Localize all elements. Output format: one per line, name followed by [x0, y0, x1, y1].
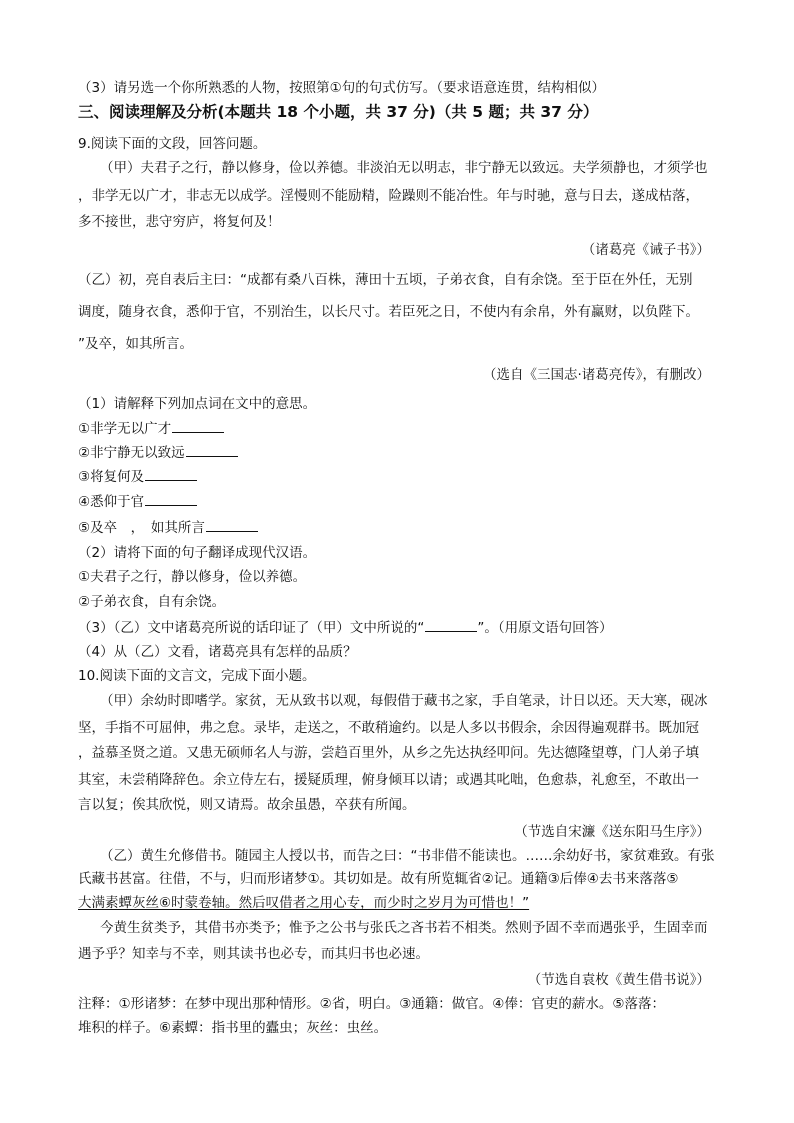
q9-sub1-item: ⑤及卒 ， 如其所言	[78, 517, 258, 538]
passage-jia-line: （甲）余幼时即嗜学。家贫，无从致书以观，每假借于藏书之家，手自笔录，计日以还。天大寒，砚冰	[100, 693, 708, 709]
passage-jia-line: （甲）夫君子之行，静以修身，俭以养德。非淡泊无以明志，非宁静无以致远。夫学须静也，才须学也	[100, 160, 708, 176]
passage-jia-line: 多不接世，悲守穷庐，将复何及！	[78, 214, 281, 230]
answer-blank[interactable]	[145, 466, 197, 481]
q9-sub1-item: ②非宁静无以致远	[78, 442, 238, 463]
passage-yi-line: （乙）初，亮自表后主曰：“成都有桑八百株，薄田十五顷，子弟衣食，自有余饶。至于臣在外任，无别	[78, 272, 693, 288]
passage-jia-line: 言以复；俟其欣悦，则又请焉。故余虽愚，卒获有所闻。	[78, 797, 416, 813]
passage-jia-line: 其室，未尝稍降辞色。余立侍左右，援疑质理，俯身倾耳以请；或遇其叱咄，色愈恭，礼愈至，不敢出一	[78, 772, 699, 788]
q9-sub1: （1）请解释下列加点词在文中的意思。	[78, 396, 317, 412]
q9-stem: 9.阅读下面的文段，回答问题。	[78, 136, 267, 152]
passage-yi-line: 今黄生贫类予，其借书亦类予；惟予之公书与张氏之吝书若不相类。然则予固不幸而遇张乎，生固幸而	[100, 920, 708, 936]
source-citation: （诸葛亮《诫子书》）	[581, 242, 710, 258]
q9-sub1-item: ③将复何及	[78, 466, 197, 487]
answer-blank[interactable]	[172, 418, 224, 433]
answer-blank[interactable]	[425, 617, 477, 632]
passage-jia-line: ，益慕圣贤之道。又患无硕师名人与游，尝趋百里外，从乡之先达执经叩问。先达德隆望尊，门人弟子填	[78, 745, 699, 761]
q9-sub2-item: ①夫君子之行，静以修身，俭以养德。	[78, 569, 307, 585]
passage-yi-line: ”及卒，如其所言。	[78, 336, 193, 352]
passage-yi-line: 遇予乎？知幸与不幸，则其读书也必专，而其归书也必速。	[78, 946, 429, 962]
passage-yi-line: 氏藏书甚富。往借，不与，归而形诸梦①。其切如是。故有所览辄省②记。通籍③后俸④去书来落落⑤	[78, 871, 679, 887]
q9-sub2-item: ②子弟衣食，自有余饶。	[78, 594, 226, 610]
passage-yi-line: 调度，随身衣食，悉仰于官，不别治生，以长尺寸。若臣死之日，不使内有余帛，外有赢财，以负陛下。	[78, 304, 699, 320]
q9-sub1-item: ①非学无以广才	[78, 418, 224, 439]
q8-sub3: （3）请另选一个你所熟悉的人物，按照第①句的句式仿写。（要求语意连贯，结构相似）	[78, 80, 605, 96]
passage-yi-line: （乙）黄生允修借书。随园主人授以书，而告之曰：“书非借不能读也。……余幼好书，家贫难致。有张	[100, 848, 715, 864]
source-citation: （节选自袁枚《黄生借书说》）	[527, 972, 710, 988]
source-citation: （选自《三国志·诸葛亮传》，有删改）	[482, 367, 710, 383]
q9-sub3: （3）（乙）文中诸葛亮所说的话印证了（甲）文中所说的“ ”。（用原文语句回答）	[78, 617, 613, 638]
annotation-line: 注释：①形诸梦：在梦中现出那种情形。②省，明白。③通籍：做官。④俸：官吏的薪水。⑤落落：	[78, 996, 666, 1012]
q10-stem: 10.阅读下面的文言文，完成下面小题。	[78, 668, 316, 684]
q9-sub4: （4）从（乙）文看，诸葛亮具有怎样的品质？	[78, 644, 357, 660]
q9-sub1-item: ④悉仰于官	[78, 491, 197, 512]
section-heading: 三、阅读理解及分析(本题共 18 个小题，共 37 分)（共 5 题；共 37 分）	[78, 103, 599, 121]
answer-blank[interactable]	[206, 517, 258, 532]
passage-jia-line: ，非学无以广才，非志无以成学。淫慢则不能励精，险躁则不能冶性。年与时驰，意与日去，遂成枯落，	[78, 188, 699, 204]
source-citation: （节选自宋濂《送东阳马生序》）	[514, 824, 710, 840]
answer-blank[interactable]	[145, 491, 197, 506]
annotation-line: 堆积的样子。⑥素蟫：指书里的蠹虫；灰丝：虫丝。	[78, 1020, 388, 1036]
passage-yi-line-underlined: 大满素蟫灰丝⑥时蒙卷轴。然后叹借者之用心专，而少时之岁月为可惜也！”	[78, 895, 530, 911]
q9-sub2: （2）请将下面的句子翻译成现代汉语。	[78, 545, 317, 561]
passage-jia-line: 坚，手指不可屈伸，弗之怠。录毕，走送之，不敢稍逾约。以是人多以书假余，余因得遍观群书。既加冠	[78, 720, 699, 736]
answer-blank[interactable]	[186, 442, 238, 457]
